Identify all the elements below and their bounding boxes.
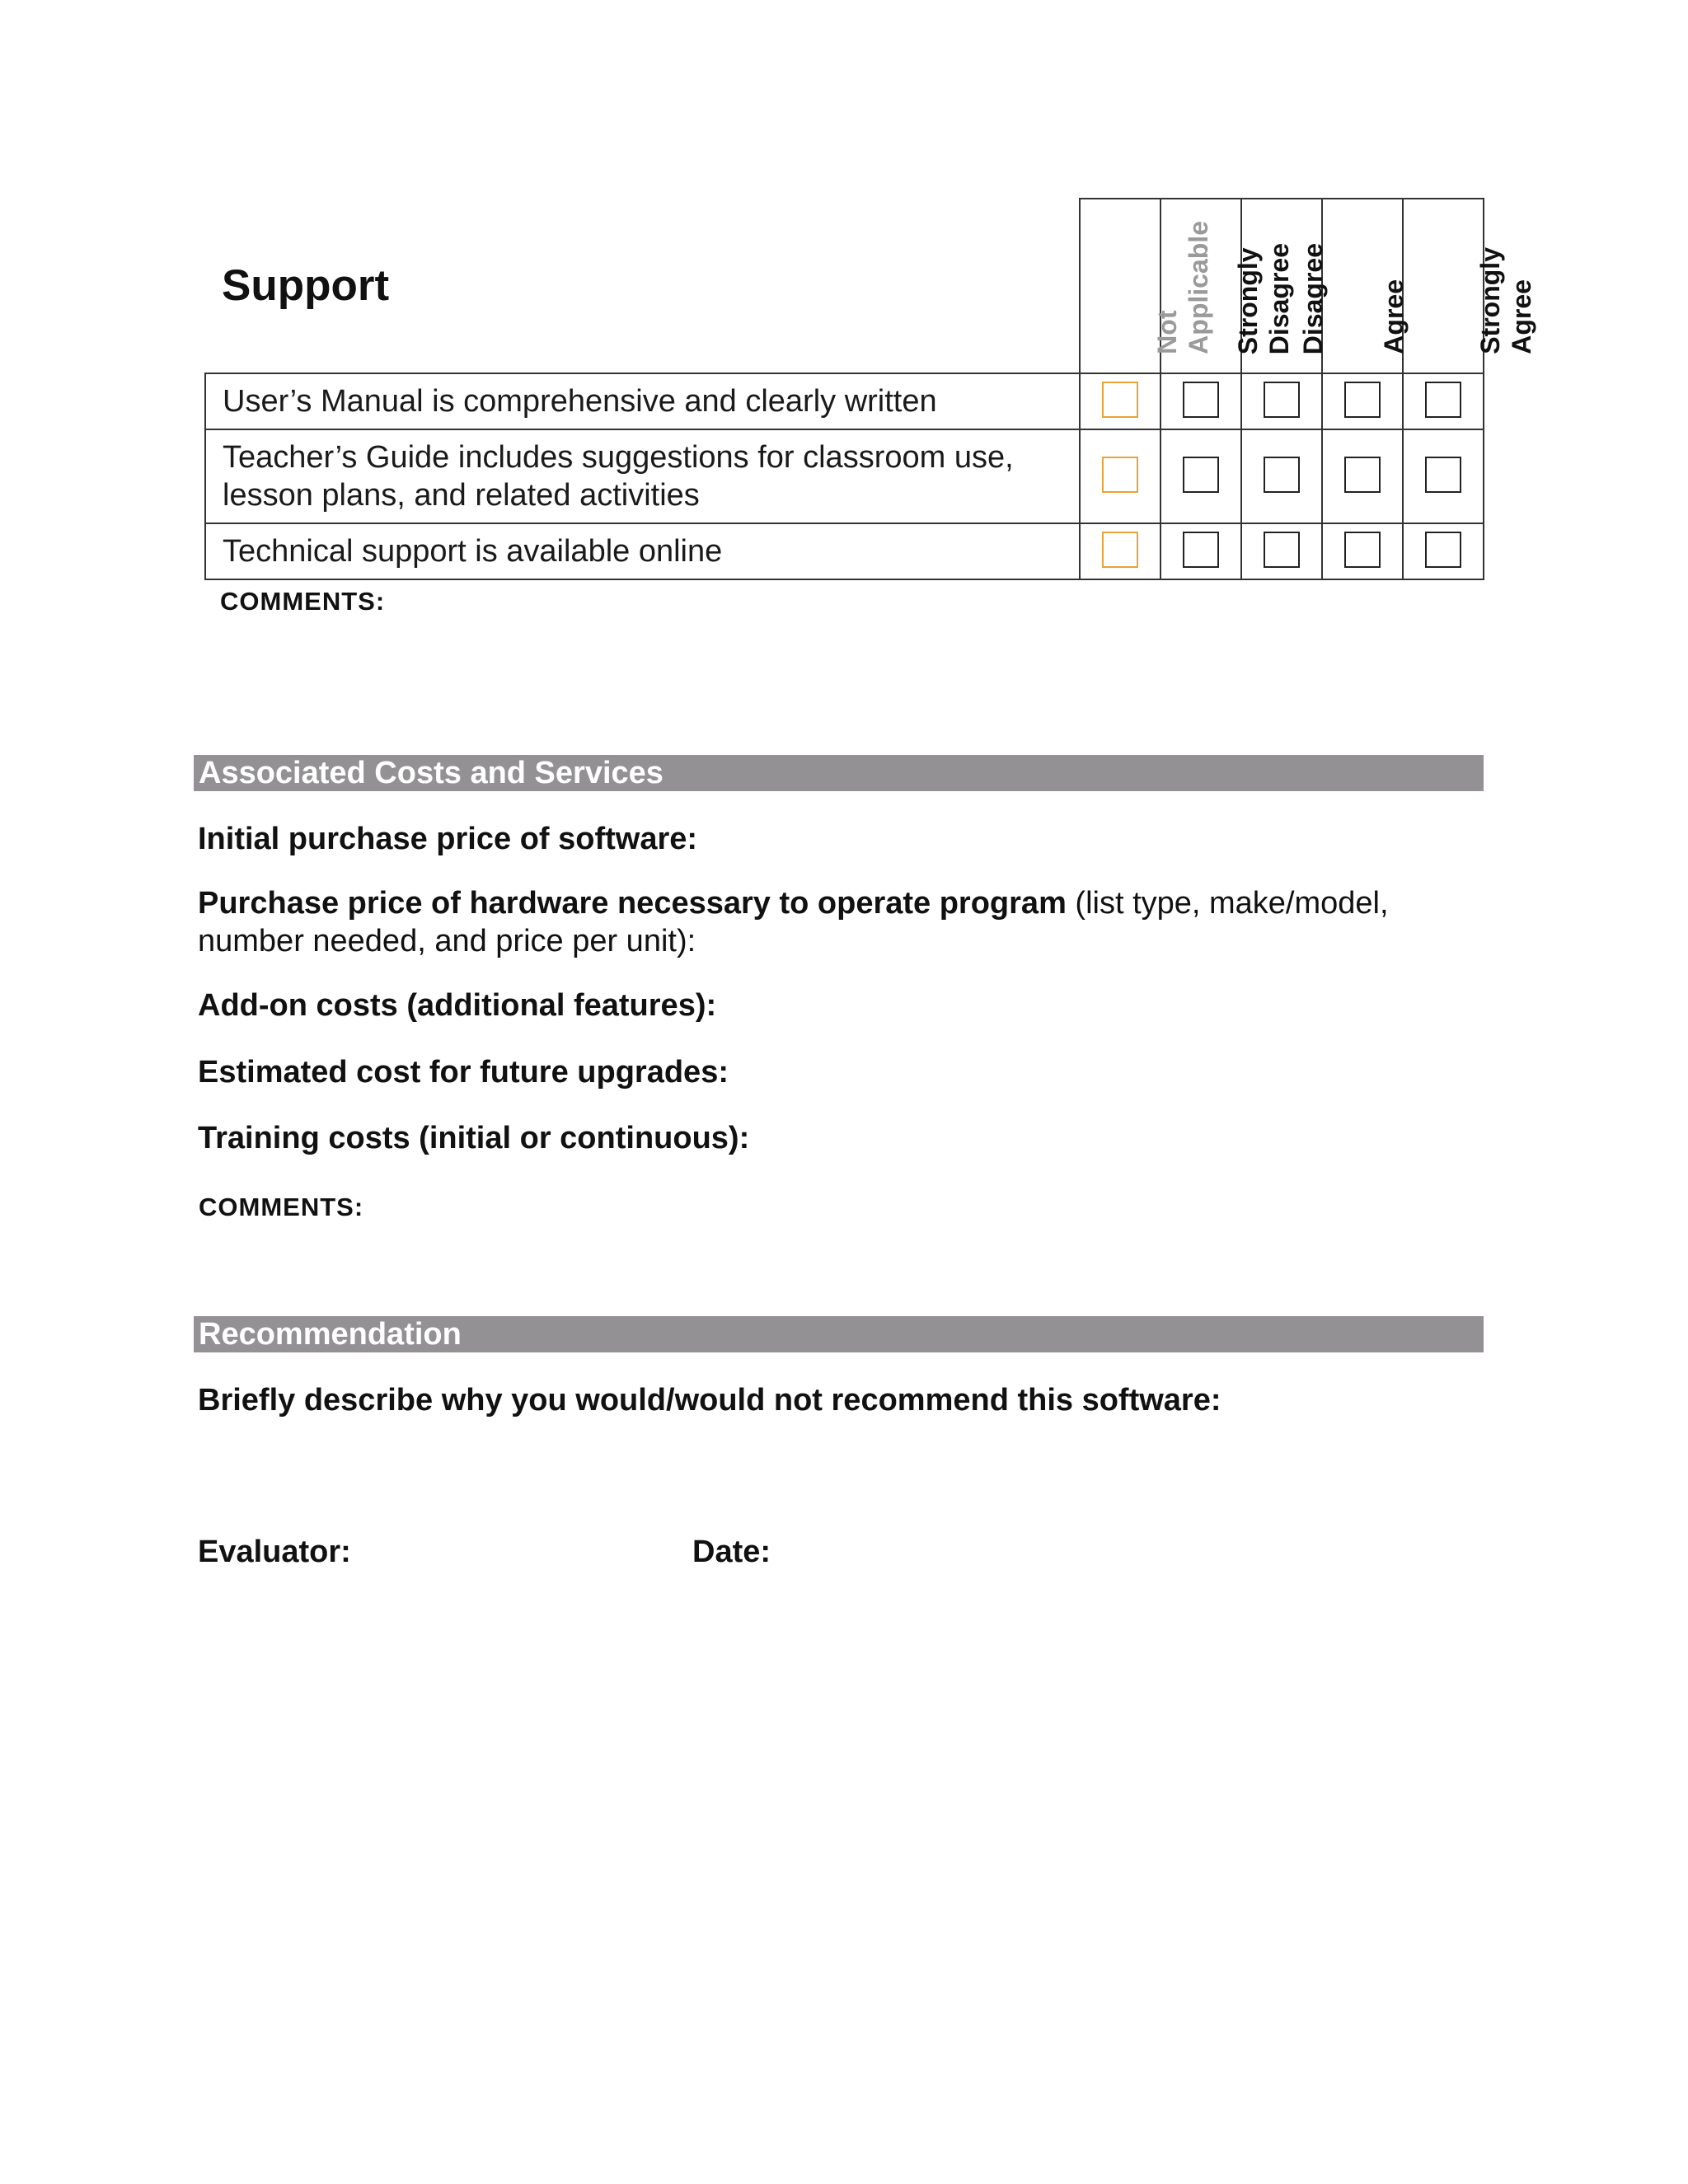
support-rating-table — [204, 198, 1536, 580]
checkbox-disagree[interactable] — [1264, 457, 1300, 493]
statement-technical-support: Technical support is available online — [205, 523, 1080, 579]
checkbox-strongly-agree[interactable] — [1425, 457, 1461, 493]
training-costs-label: Training costs (initial or continuous): — [198, 1121, 750, 1155]
column-header-disagree — [1241, 199, 1328, 373]
column-header-agree — [1322, 199, 1409, 373]
hardware-price-label — [198, 884, 1484, 960]
column-label-disagree: Disagree — [1298, 242, 1328, 354]
support-section-title: Support — [222, 261, 390, 310]
checkbox-not-applicable[interactable] — [1102, 382, 1138, 418]
costs-section-bar: Associated Costs and Services — [194, 755, 1484, 791]
support-comments-label: COMMENTS: — [220, 587, 386, 616]
hardware-price-detail-a: (list type, make/model, — [1066, 886, 1389, 921]
table-row — [205, 429, 1484, 523]
checkbox-strongly-disagree[interactable] — [1183, 382, 1219, 418]
table-header-row — [205, 199, 1484, 373]
add-on-costs-label: Add-on costs (additional features): — [198, 988, 717, 1023]
checkbox-disagree[interactable] — [1264, 532, 1300, 568]
column-label-strongly-disagree: Strongly Disagree — [1233, 242, 1294, 354]
checkbox-disagree[interactable] — [1264, 382, 1300, 418]
column-header-strongly-agree — [1403, 199, 1536, 373]
checkbox-strongly-agree[interactable] — [1425, 382, 1461, 418]
checkbox-not-applicable[interactable] — [1102, 532, 1138, 568]
hardware-price-detail-b: number needed, and price per unit): — [198, 924, 696, 958]
future-upgrades-label: Estimated cost for future upgrades: — [198, 1055, 729, 1090]
column-label-not-applicable: Not Applicable — [1152, 221, 1213, 354]
checkbox-agree[interactable] — [1344, 457, 1381, 493]
evaluator-label: Evaluator: — [198, 1535, 351, 1569]
statement-users-manual: User’s Manual is comprehensive and clearly written — [205, 373, 1080, 429]
checkbox-strongly-disagree[interactable] — [1183, 532, 1219, 568]
support-title-cell — [205, 199, 1080, 373]
date-label: Date: — [692, 1535, 771, 1569]
statement-teachers-guide: Teacher’s Guide includes suggestions for classroom use, lesson plans, and related activities — [205, 429, 1080, 523]
checkbox-agree[interactable] — [1344, 532, 1381, 568]
column-header-not-applicable — [1080, 199, 1213, 373]
hardware-price-bold: Purchase price of hardware necessary to operate program — [198, 886, 1067, 921]
table-row — [205, 373, 1484, 429]
costs-comments-label: COMMENTS: — [199, 1193, 364, 1221]
initial-purchase-price-label: Initial purchase price of software: — [198, 822, 698, 856]
column-header-strongly-disagree — [1160, 199, 1294, 373]
checkbox-agree[interactable] — [1344, 382, 1381, 418]
checkbox-strongly-agree[interactable] — [1425, 532, 1461, 568]
column-label-agree: Agree — [1379, 279, 1409, 354]
recommendation-section-bar: Recommendation — [194, 1316, 1484, 1352]
checkbox-not-applicable[interactable] — [1102, 457, 1138, 493]
recommendation-question: Briefly describe why you would/would not recommend this software: — [198, 1383, 1221, 1418]
table-row — [205, 523, 1484, 579]
checkbox-strongly-disagree[interactable] — [1183, 457, 1219, 493]
column-label-strongly-agree: Strongly Agree — [1475, 247, 1536, 354]
